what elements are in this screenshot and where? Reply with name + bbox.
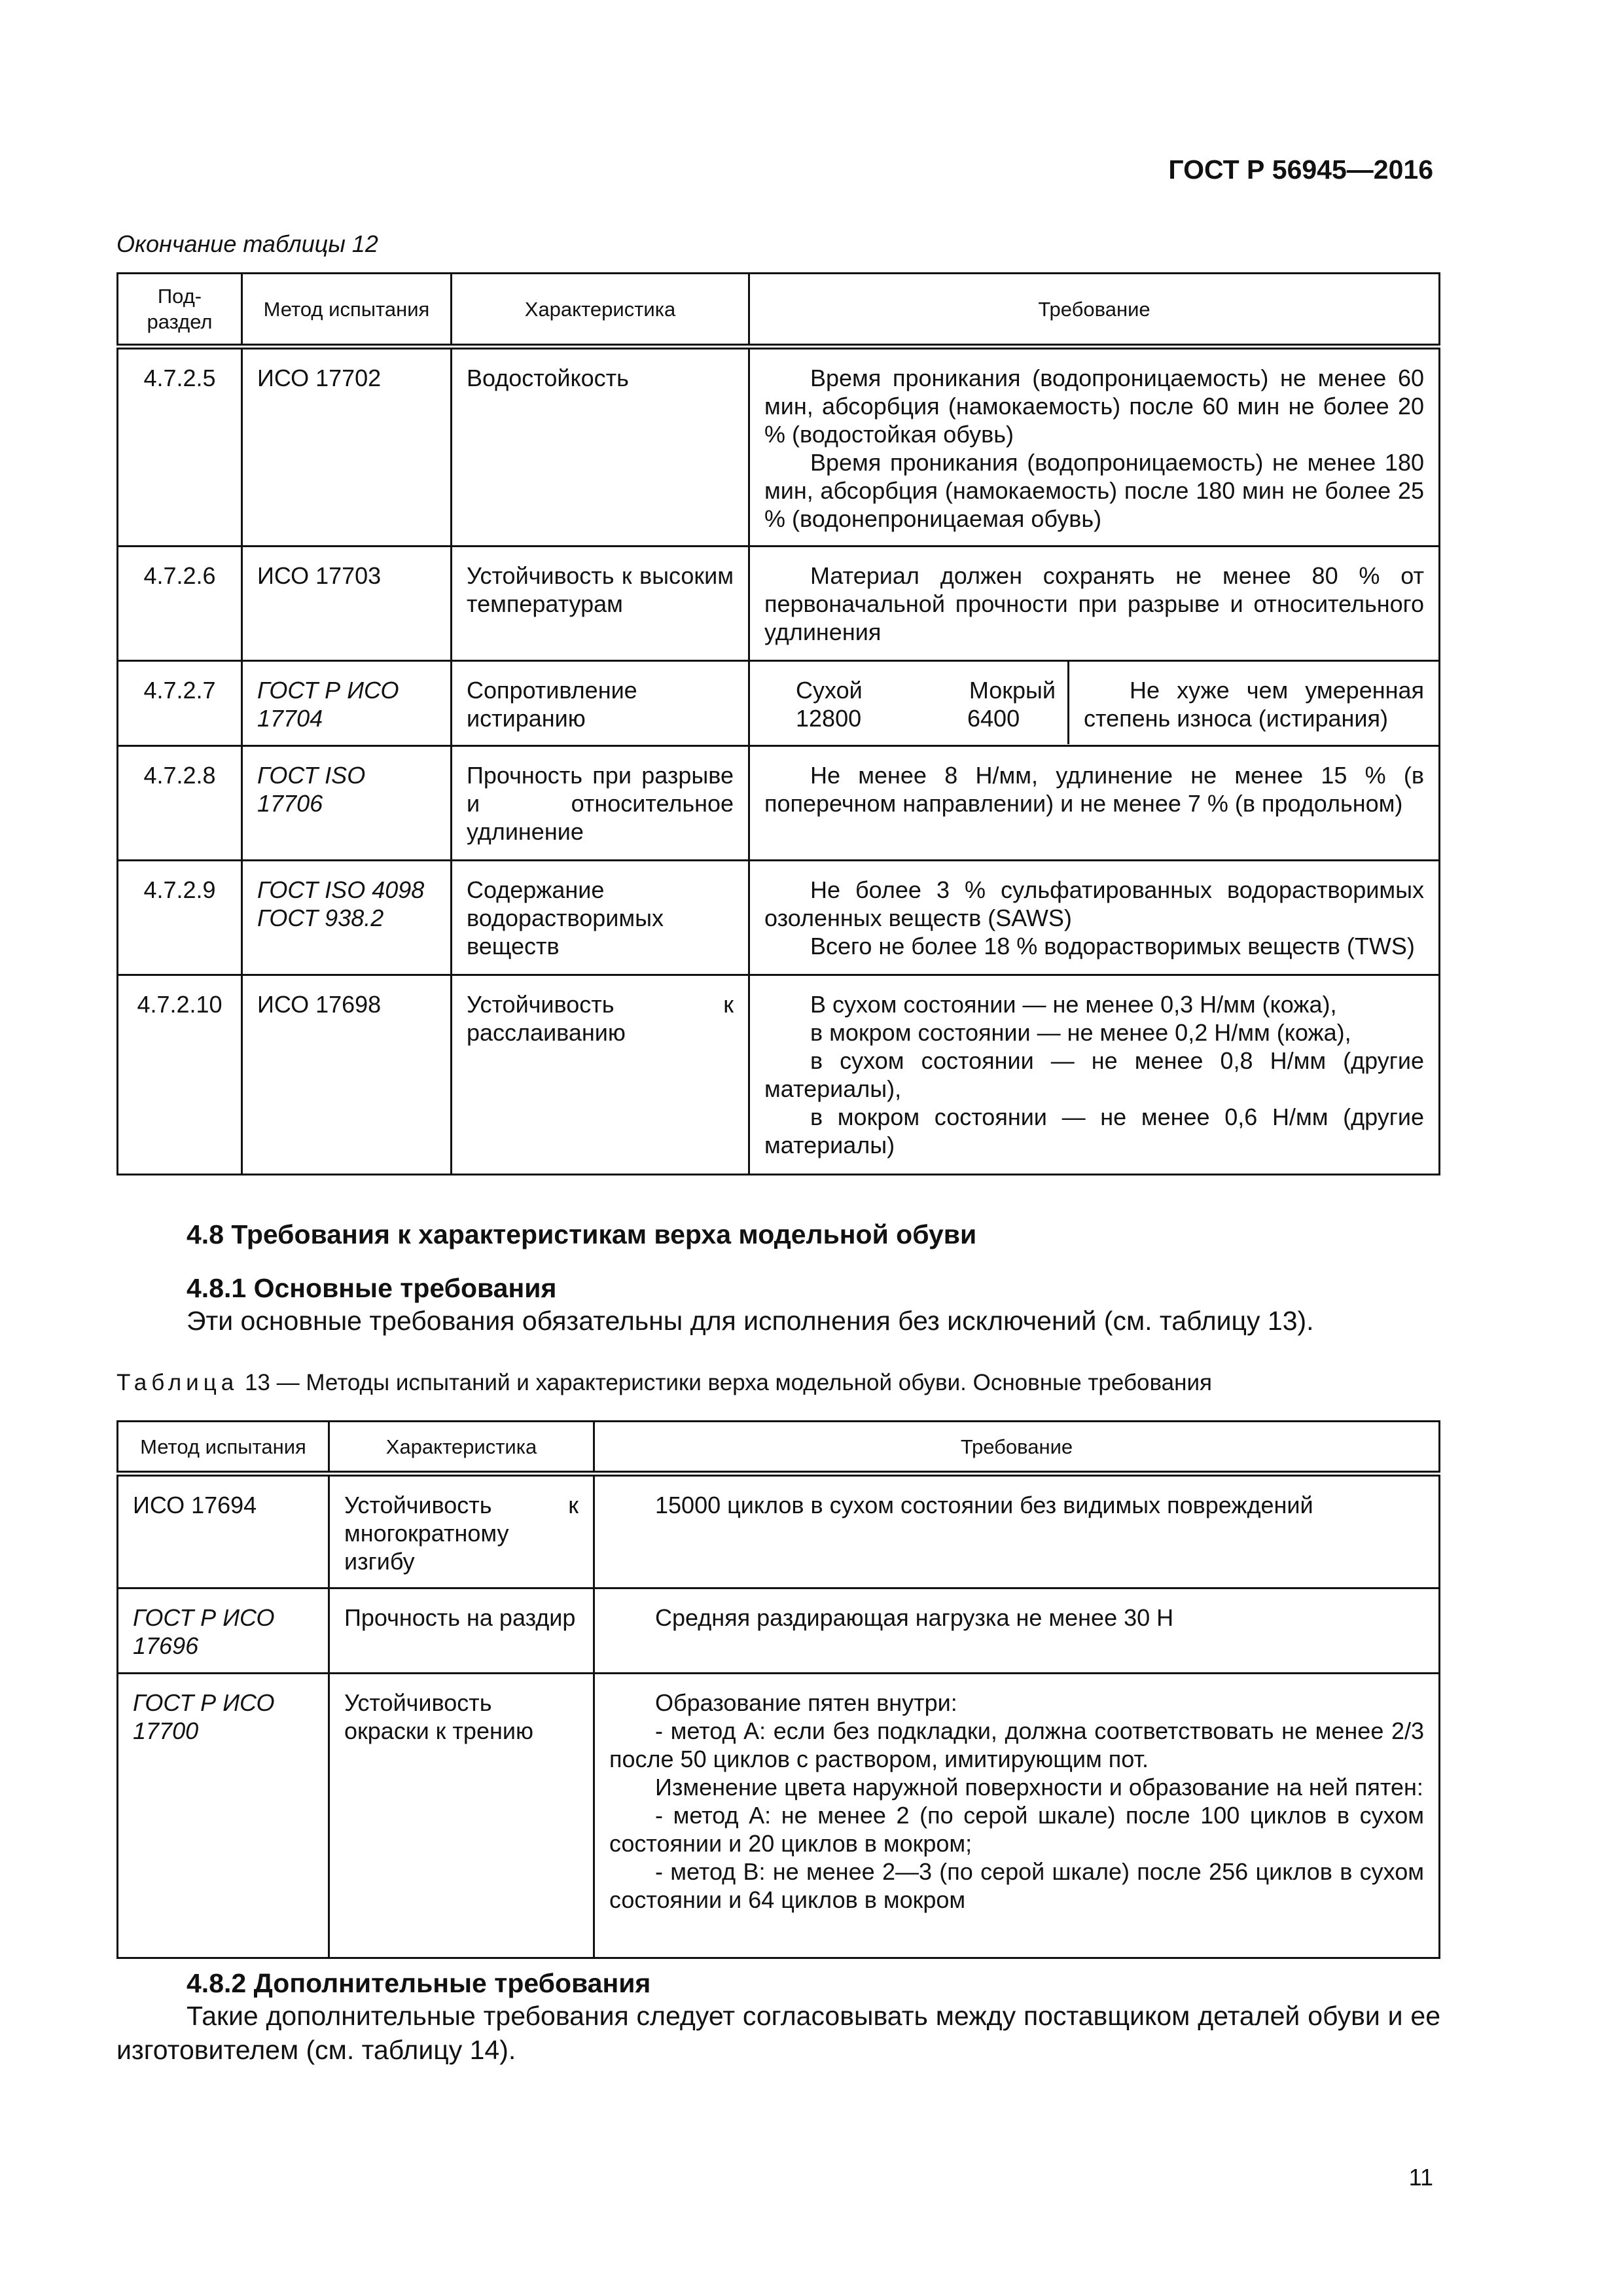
requirement-line: Средняя раздирающая нагрузка не менее 30 Н bbox=[655, 1604, 1174, 1631]
cell-requirement bbox=[749, 975, 1440, 1175]
table13-title-text: 13 — Методы испытаний и характеристики верха модельной обуви. Основные требования bbox=[238, 1370, 1212, 1395]
cell-requirement bbox=[594, 1474, 1440, 1588]
table-row bbox=[118, 1588, 1440, 1674]
table12-caption: Окончание таблицы 12 bbox=[116, 230, 378, 257]
requirement-line: 15000 циклов в сухом состоянии без видимых повреждений bbox=[655, 1492, 1313, 1518]
requirement-line: Образование пятен внутри: bbox=[655, 1689, 957, 1716]
cell-method: ГОСТ Р ИСО 17700 bbox=[118, 1674, 329, 1958]
requirement-line: в мокром состоянии — не менее 0,2 Н/мм (кожа), bbox=[810, 1019, 1351, 1046]
cell-method: ИСО 17702 bbox=[242, 347, 452, 547]
cell-characteristic: Сопротивление истиранию bbox=[452, 661, 749, 746]
requirement-line: - метод В: не менее 2—3 (по серой шкале) после 256 циклов в сухом состоянии и 64 циклов в мокром bbox=[609, 1858, 1424, 1913]
cell-requirement bbox=[749, 861, 1440, 975]
cell-characteristic: Содержание водорастворимых веществ bbox=[452, 861, 749, 975]
cell-characteristic: Прочность при разрыве и относительное удлинение bbox=[452, 746, 749, 861]
dry-label: Сухой bbox=[796, 677, 863, 704]
table-row bbox=[118, 746, 1440, 861]
method-line: ГОСТ ISO 4098 bbox=[257, 876, 425, 903]
requirement-line: Время проникания (водопроницаемость) не менее 60 мин, абсорбция (намокаемость) после 60 мин не более 20 % (водостойкая обувь) bbox=[764, 365, 1424, 448]
cell-requirement bbox=[594, 1674, 1440, 1958]
requirement-line: Материал должен сохранять не менее 80 % от первоначальной прочности при разрыве и относительного удлинения bbox=[764, 562, 1424, 645]
table-header-row bbox=[118, 1422, 1440, 1474]
requirement-line: Изменение цвета наружной поверхности и образование на ней пятен: bbox=[655, 1774, 1423, 1801]
cell-subsection: 4.7.2.5 bbox=[118, 347, 242, 547]
page-number: 11 bbox=[1408, 2164, 1433, 2191]
table-row bbox=[118, 1474, 1440, 1588]
header-method: Метод испытания bbox=[242, 274, 452, 347]
cell-method: ИСО 17694 bbox=[118, 1474, 329, 1588]
section-4-8-1-text: Эти основные требования обязательны для исполнения без исключений (см. таблицу 13). bbox=[187, 1306, 1314, 1336]
table-row bbox=[118, 975, 1440, 1175]
wet-label: Мокрый bbox=[969, 677, 1056, 704]
section-4-8-title: 4.8 Требования к характеристикам верха модельной обуви bbox=[187, 1219, 977, 1249]
cell-requirement bbox=[749, 347, 1440, 547]
header-subsection: Под-раздел bbox=[118, 274, 242, 347]
section-4-8-2-text: Такие дополнительные требования следует согласовывать между поставщиком деталей обуви и ее изготовителем (см. таблицу 14). bbox=[116, 2001, 1440, 2065]
table-row bbox=[118, 861, 1440, 975]
requirement-line: В сухом состоянии — не менее 0,3 Н/мм (кожа), bbox=[810, 991, 1337, 1018]
header-requirement: Требование bbox=[749, 274, 1440, 347]
document-code: ГОСТ Р 56945—2016 bbox=[1168, 154, 1433, 185]
table-13 bbox=[116, 1420, 1440, 1959]
header-characteristic: Характеристика bbox=[329, 1422, 594, 1474]
requirement-line: в мокром состоянии — не менее 0,6 Н/мм (другие материалы) bbox=[764, 1103, 1424, 1158]
header-method: Метод испытания bbox=[118, 1422, 329, 1474]
header-characteristic: Характеристика bbox=[452, 274, 749, 347]
cell-characteristic: Устойчивость к высоким температурам bbox=[452, 547, 749, 661]
requirement-line: Не более 3 % сульфатированных водорастворимых озоленных веществ (SAWS) bbox=[764, 876, 1424, 931]
requirement-line: в сухом состоянии — не менее 0,8 Н/мм (другие материалы), bbox=[764, 1047, 1424, 1102]
requirement-line: - метод А: не менее 2 (по серой шкале) после 100 циклов в сухом состоянии и 20 циклов в мокром; bbox=[609, 1802, 1424, 1857]
table-12 bbox=[116, 272, 1440, 1175]
cell-requirement bbox=[749, 547, 1440, 661]
cell-characteristic: Прочность на раздир bbox=[329, 1588, 594, 1674]
cell-characteristic: Устойчивость окраски к трению bbox=[329, 1674, 594, 1958]
cell-characteristic: Водостойкость bbox=[452, 347, 749, 547]
cell-method: ИСО 17698 bbox=[242, 975, 452, 1175]
requirement-line: Не менее 8 Н/мм, удлинение не менее 15 % (в поперечном направлении) и не менее 7 % (в продольном) bbox=[764, 762, 1424, 817]
header-requirement: Требование bbox=[594, 1422, 1440, 1474]
table-row bbox=[118, 661, 1440, 746]
cell-subsection: 4.7.2.7 bbox=[118, 661, 242, 746]
cell-requirement bbox=[749, 746, 1440, 861]
requirement-line: Всего не более 18 % водорастворимых веществ (TWS) bbox=[810, 933, 1415, 960]
cell-requirement bbox=[749, 661, 1440, 746]
dry-value: 12800 bbox=[796, 705, 862, 732]
cell-method: ГОСТ Р ИСО 17696 bbox=[118, 1588, 329, 1674]
cell-subsection: 4.7.2.9 bbox=[118, 861, 242, 975]
wet-value: 6400 bbox=[967, 705, 1020, 732]
cell-characteristic: Устойчивость к расслаиванию bbox=[452, 975, 749, 1175]
table-header-row bbox=[118, 274, 1440, 347]
cell-characteristic: Устойчивость к многократному изгибу bbox=[329, 1474, 594, 1588]
table-row bbox=[118, 347, 1440, 547]
cell-method: ГОСТ Р ИСО 17704 bbox=[242, 661, 452, 746]
table-row bbox=[118, 1674, 1440, 1958]
section-4-8-1-title: 4.8.1 Основные требования bbox=[187, 1273, 557, 1303]
abrasion-values bbox=[750, 662, 1069, 744]
table-row bbox=[118, 547, 1440, 661]
cell-method: ИСО 17703 bbox=[242, 547, 452, 661]
abrasion-requirement: Не хуже чем умеренная степень износа (истирания) bbox=[1084, 677, 1424, 732]
cell-subsection: 4.7.2.8 bbox=[118, 746, 242, 861]
table13-title bbox=[116, 1370, 1212, 1396]
section-4-8-2-title: 4.8.2 Дополнительные требования bbox=[187, 1968, 651, 1998]
cell-method bbox=[242, 861, 452, 975]
cell-subsection: 4.7.2.6 bbox=[118, 547, 242, 661]
cell-method: ГОСТ ISO 17706 bbox=[242, 746, 452, 861]
cell-requirement bbox=[594, 1588, 1440, 1674]
requirement-line: - метод А: если без подкладки, должна соответствовать не менее 2/3 после 50 циклов с раствором, имитирующим пот. bbox=[609, 1717, 1424, 1772]
cell-subsection: 4.7.2.10 bbox=[118, 975, 242, 1175]
requirement-line: Время проникания (водопроницаемость) не менее 180 мин, абсорбция (намокаемость) после 180 мин не более 25 % (водонепроницаемая обувь) bbox=[764, 449, 1424, 532]
table13-title-label: Таблица bbox=[116, 1370, 239, 1395]
method-line: ГОСТ 938.2 bbox=[257, 905, 384, 931]
